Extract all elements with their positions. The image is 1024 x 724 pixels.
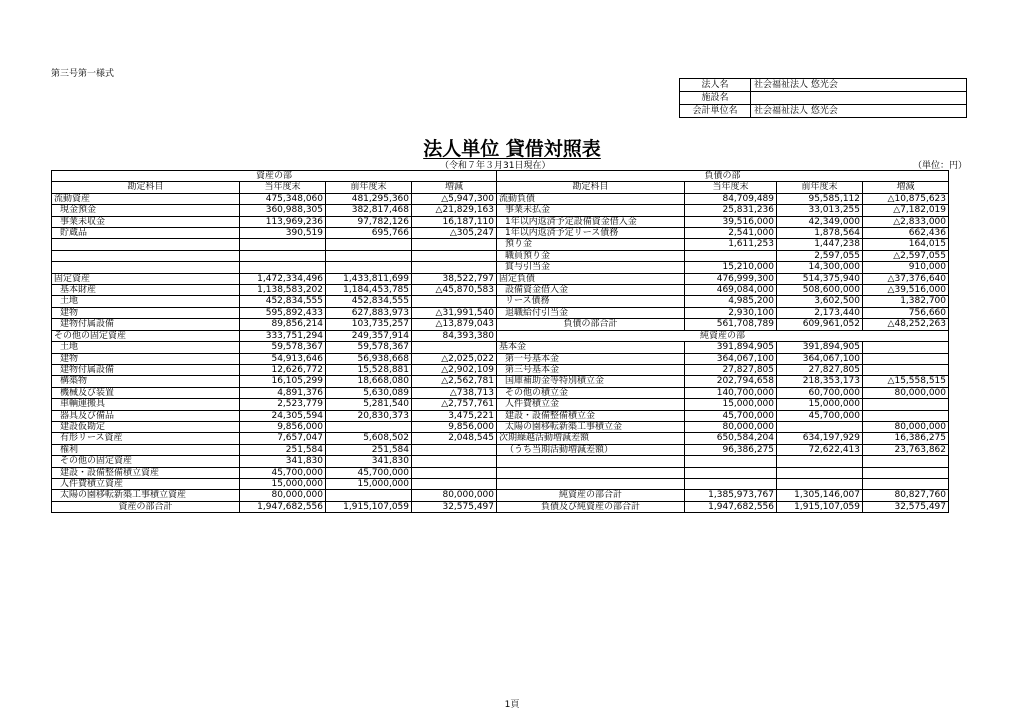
liability-current-value: 15,000,000 [685, 399, 777, 410]
table-row [52, 353, 949, 364]
asset-account-label: 現金預金 [52, 205, 240, 216]
asset-account-label: 車輌運搬具 [52, 399, 240, 410]
asset-change-value [412, 444, 497, 455]
table-row [52, 216, 949, 227]
asset-current-value: 390,519 [240, 228, 326, 239]
liability-change-value: △37,376,640 [863, 273, 949, 284]
asset-previous-value: 15,000,000 [326, 478, 412, 489]
col-header-change: 増減 [412, 182, 497, 193]
unit-label: （単位：円） [912, 161, 967, 171]
liability-change-value [863, 399, 949, 410]
asset-previous-value: 481,295,360 [326, 193, 412, 204]
table-row [52, 399, 949, 410]
liability-current-value: 391,894,905 [685, 342, 777, 353]
document-title [0, 134, 1024, 161]
liability-account-label: 第一号基本金 [497, 353, 685, 364]
liability-current-value: 39,516,000 [685, 216, 777, 227]
asset-change-value: △5,947,300 [412, 193, 497, 204]
asset-change-value: 84,393,380 [412, 330, 497, 341]
liability-account-label: 固定負債 [497, 273, 685, 284]
liability-previous-value: 72,622,413 [777, 444, 863, 455]
liability-previous-value: 1,447,238 [777, 239, 863, 250]
liability-account-label: 退職給付引当金 [497, 307, 685, 318]
table-row [52, 501, 949, 512]
asset-previous-value [326, 250, 412, 261]
asset-current-value: 341,830 [240, 456, 326, 467]
liability-previous-value: 1,878,564 [777, 228, 863, 239]
liability-account-label: 職員預り金 [497, 250, 685, 261]
table-row [52, 478, 949, 489]
liability-previous-value: 2,597,055 [777, 250, 863, 261]
asset-previous-value: 1,433,811,699 [326, 273, 412, 284]
liability-current-value: 140,700,000 [685, 387, 777, 398]
liability-change-value [863, 456, 949, 467]
asset-change-value: 2,048,545 [412, 433, 497, 444]
liability-change-value: 756,660 [863, 307, 949, 318]
liability-previous-value: 95,585,112 [777, 193, 863, 204]
asset-previous-value: 627,883,973 [326, 307, 412, 318]
liability-previous-value: 1,915,107,059 [777, 501, 863, 512]
asset-change-value: △2,757,761 [412, 399, 497, 410]
asset-change-value [412, 296, 497, 307]
asset-account-label [52, 250, 240, 261]
liability-account-label: 1年以内返済予定設備資金借入金 [497, 216, 685, 227]
asset-account-label: 資産の部合計 [52, 501, 240, 512]
asset-account-label: 事業未収金 [52, 216, 240, 227]
liability-change-value: 80,000,000 [863, 387, 949, 398]
liability-account-label: 預り金 [497, 239, 685, 250]
asset-previous-value [326, 490, 412, 501]
column-header-row [52, 182, 949, 193]
facility-name-value [751, 92, 967, 105]
corp-name-value: 社会福祉法人 悠光会 [751, 79, 967, 92]
liability-current-value: 2,930,100 [685, 307, 777, 318]
asset-change-value: 3,475,221 [412, 410, 497, 421]
col-header-current: 当年度末 [240, 182, 326, 193]
liability-account-label: 基本金 [497, 342, 685, 353]
asset-previous-value: 103,735,257 [326, 319, 412, 330]
liability-change-value: 662,436 [863, 228, 949, 239]
liability-account-label: 純資産の部合計 [497, 490, 685, 501]
liability-current-value: 364,067,100 [685, 353, 777, 364]
liability-current-value [685, 250, 777, 261]
col-header-previous: 前年度末 [777, 182, 863, 193]
liability-change-value: 1,382,700 [863, 296, 949, 307]
corp-row-name [680, 79, 967, 92]
balance-sheet-body [52, 193, 949, 512]
liability-account-label: 人件費積立金 [497, 399, 685, 410]
liability-change-value: △39,516,000 [863, 285, 949, 296]
asset-change-value: △2,562,781 [412, 376, 497, 387]
asset-account-label: 構築物 [52, 376, 240, 387]
liability-current-value [685, 478, 777, 489]
liability-account-label: 流動負債 [497, 193, 685, 204]
liability-current-value: 2,541,000 [685, 228, 777, 239]
liability-current-value [685, 456, 777, 467]
asset-previous-value: 249,357,914 [326, 330, 412, 341]
asset-previous-value: 341,830 [326, 456, 412, 467]
asset-current-value: 59,578,367 [240, 342, 326, 353]
liability-current-value: 4,985,200 [685, 296, 777, 307]
liability-change-value: 16,386,275 [863, 433, 949, 444]
asset-previous-value: 5,281,540 [326, 399, 412, 410]
liability-current-value: 45,700,000 [685, 410, 777, 421]
form-number: 第三号第一様式 [51, 69, 115, 79]
liability-current-value: 1,611,253 [685, 239, 777, 250]
table-row [52, 262, 949, 273]
asset-change-value [412, 478, 497, 489]
liability-account-label [497, 456, 685, 467]
corp-row-facility [680, 92, 967, 105]
asset-previous-value: 97,782,126 [326, 216, 412, 227]
table-row [52, 319, 949, 330]
liability-previous-value: 42,349,000 [777, 216, 863, 227]
asset-account-label: 貯蔵品 [52, 228, 240, 239]
liability-account-label [497, 467, 685, 478]
asset-account-label: 器具及び備品 [52, 410, 240, 421]
table-row [52, 250, 949, 261]
liability-previous-value [777, 467, 863, 478]
liability-change-value [863, 478, 949, 489]
liability-current-value: 202,794,658 [685, 376, 777, 387]
asset-change-value: △2,025,022 [412, 353, 497, 364]
asset-account-label: 有形リース資産 [52, 433, 240, 444]
liability-change-value: △10,875,623 [863, 193, 949, 204]
table-row [52, 364, 949, 375]
asset-current-value: 24,305,594 [240, 410, 326, 421]
table-row [52, 307, 949, 318]
corporation-info-table [679, 78, 967, 118]
liability-current-value: 561,708,789 [685, 319, 777, 330]
asset-previous-value: 5,630,089 [326, 387, 412, 398]
col-header-change: 増減 [863, 182, 949, 193]
liability-change-value: 32,575,497 [863, 501, 949, 512]
asset-previous-value: 1,184,453,785 [326, 285, 412, 296]
liability-account-label: リース債務 [497, 296, 685, 307]
page-number: 1頁 [504, 700, 520, 710]
liability-account-label: 負債及び純資産の部合計 [497, 501, 685, 512]
asset-current-value [240, 262, 326, 273]
asset-previous-value: 18,668,080 [326, 376, 412, 387]
asset-current-value: 113,969,236 [240, 216, 326, 227]
asset-account-label [52, 239, 240, 250]
asset-change-value: 80,000,000 [412, 490, 497, 501]
asset-account-label: 土地 [52, 342, 240, 353]
asset-account-label: 建物 [52, 307, 240, 318]
table-row [52, 239, 949, 250]
liability-previous-value [777, 421, 863, 432]
assets-section-header: 資産の部 [52, 171, 497, 182]
liability-change-value: △2,833,000 [863, 216, 949, 227]
asset-change-value: 16,187,110 [412, 216, 497, 227]
liability-previous-value: 27,827,805 [777, 364, 863, 375]
corp-row-unit [680, 105, 967, 118]
as-of-date: （令和７年３月31日現在） [440, 161, 551, 171]
asset-account-label: 太陽の園移転新築工事積立資産 [52, 490, 240, 501]
liability-account-label: （うち当期活動増減差額） [497, 444, 685, 455]
table-row [52, 342, 949, 353]
asset-current-value: 45,700,000 [240, 467, 326, 478]
asset-change-value: △45,870,583 [412, 285, 497, 296]
liability-previous-value: 33,013,255 [777, 205, 863, 216]
asset-account-label: 人件費積立資産 [52, 478, 240, 489]
col-header-current: 当年度末 [685, 182, 777, 193]
liability-previous-value: 45,700,000 [777, 410, 863, 421]
asset-previous-value [326, 239, 412, 250]
liability-change-value: 80,827,760 [863, 490, 949, 501]
liability-change-value [863, 410, 949, 421]
asset-current-value: 12,626,772 [240, 364, 326, 375]
asset-current-value: 80,000,000 [240, 490, 326, 501]
liability-account-label [497, 478, 685, 489]
liability-account-label: 第三号基本金 [497, 364, 685, 375]
table-row [52, 421, 949, 432]
asset-change-value [412, 239, 497, 250]
liability-previous-value: 2,173,440 [777, 307, 863, 318]
col-header-previous: 前年度末 [326, 182, 412, 193]
asset-current-value: 475,348,060 [240, 193, 326, 204]
liability-current-value: 650,584,204 [685, 433, 777, 444]
liability-previous-value: 60,700,000 [777, 387, 863, 398]
liability-previous-value: 3,602,500 [777, 296, 863, 307]
liability-account-label: 賞与引当金 [497, 262, 685, 273]
liability-change-value [863, 467, 949, 478]
liability-current-value: 476,999,300 [685, 273, 777, 284]
asset-current-value: 452,834,555 [240, 296, 326, 307]
asset-current-value [240, 250, 326, 261]
asset-previous-value: 452,834,555 [326, 296, 412, 307]
facility-name-label: 施設名 [680, 92, 751, 105]
asset-previous-value: 59,578,367 [326, 342, 412, 353]
asset-current-value: 7,657,047 [240, 433, 326, 444]
liability-previous-value: 609,961,052 [777, 319, 863, 330]
liability-current-value: 27,827,805 [685, 364, 777, 375]
liability-current-value: 25,831,236 [685, 205, 777, 216]
asset-account-label: 建物付属設備 [52, 364, 240, 375]
asset-account-label: 流動資産 [52, 193, 240, 204]
table-row [52, 330, 949, 341]
asset-change-value: 9,856,000 [412, 421, 497, 432]
asset-change-value [412, 250, 497, 261]
liability-account-label: 太陽の園移転新築工事積立金 [497, 421, 685, 432]
asset-change-value [412, 262, 497, 273]
col-header-account: 勘定科目 [497, 182, 685, 193]
table-row [52, 456, 949, 467]
table-row [52, 410, 949, 421]
asset-account-label: その他の固定資産 [52, 456, 240, 467]
liability-current-value: 84,709,489 [685, 193, 777, 204]
asset-account-label: 建設・設備整備積立資産 [52, 467, 240, 478]
asset-account-label: 固定資産 [52, 273, 240, 284]
liability-change-value: 910,000 [863, 262, 949, 273]
liabilities-section-header: 負債の部 [497, 171, 949, 182]
liability-account-label: 国庫補助金等特別積立金 [497, 376, 685, 387]
corp-name-label: 法人名 [680, 79, 751, 92]
asset-account-label: 基本財産 [52, 285, 240, 296]
liability-current-value: 96,386,275 [685, 444, 777, 455]
asset-current-value: 1,472,334,496 [240, 273, 326, 284]
asset-change-value: △2,902,109 [412, 364, 497, 375]
asset-current-value: 16,105,299 [240, 376, 326, 387]
liability-current-value: 15,210,000 [685, 262, 777, 273]
asset-account-label: 建物付属設備 [52, 319, 240, 330]
asset-change-value: △13,879,043 [412, 319, 497, 330]
asset-current-value: 2,523,779 [240, 399, 326, 410]
liability-change-value [863, 342, 949, 353]
col-header-account: 勘定科目 [52, 182, 240, 193]
asset-change-value: △31,991,540 [412, 307, 497, 318]
asset-account-label: 建設仮勘定 [52, 421, 240, 432]
liability-change-value [863, 364, 949, 375]
asset-previous-value [326, 262, 412, 273]
liability-previous-value [777, 456, 863, 467]
asset-current-value: 15,000,000 [240, 478, 326, 489]
liability-previous-value: 508,600,000 [777, 285, 863, 296]
asset-current-value: 9,856,000 [240, 421, 326, 432]
liability-account-label: 次期繰越活動増減差額 [497, 433, 685, 444]
table-row [52, 273, 949, 284]
liability-account-label: 事業未払金 [497, 205, 685, 216]
asset-change-value: 32,575,497 [412, 501, 497, 512]
accounting-unit-label: 会計単位名 [680, 105, 751, 118]
table-row [52, 285, 949, 296]
asset-current-value: 595,892,433 [240, 307, 326, 318]
liability-change-value: 80,000,000 [863, 421, 949, 432]
table-row [52, 444, 949, 455]
asset-previous-value: 382,817,468 [326, 205, 412, 216]
liability-account-label: 建設・設備整備積立金 [497, 410, 685, 421]
liability-previous-value: 634,197,929 [777, 433, 863, 444]
asset-change-value [412, 456, 497, 467]
liability-previous-value: 14,300,000 [777, 262, 863, 273]
table-row [52, 205, 949, 216]
table-row [52, 387, 949, 398]
asset-previous-value: 56,938,668 [326, 353, 412, 364]
asset-account-label: 土地 [52, 296, 240, 307]
asset-previous-value [326, 421, 412, 432]
net-assets-section-header: 純資産の部 [497, 330, 949, 341]
liability-previous-value: 218,353,173 [777, 376, 863, 387]
liability-current-value: 1,385,973,767 [685, 490, 777, 501]
asset-current-value: 54,913,646 [240, 353, 326, 364]
asset-current-value: 251,584 [240, 444, 326, 455]
table-row [52, 228, 949, 239]
table-row [52, 376, 949, 387]
liability-previous-value: 15,000,000 [777, 399, 863, 410]
asset-change-value: 38,522,797 [412, 273, 497, 284]
asset-account-label: 機械及び装置 [52, 387, 240, 398]
balance-sheet-table [51, 170, 949, 513]
liability-current-value: 469,084,000 [685, 285, 777, 296]
liability-previous-value: 514,375,940 [777, 273, 863, 284]
asset-current-value: 333,751,294 [240, 330, 326, 341]
document-title-text: 法人単位 貸借対照表 [423, 138, 601, 160]
asset-current-value: 89,856,214 [240, 319, 326, 330]
liability-current-value [685, 467, 777, 478]
liability-account-label: その他の積立金 [497, 387, 685, 398]
liability-current-value: 1,947,682,556 [685, 501, 777, 512]
table-row [52, 490, 949, 501]
asset-current-value: 360,988,305 [240, 205, 326, 216]
liability-change-value: 23,763,862 [863, 444, 949, 455]
asset-previous-value: 695,766 [326, 228, 412, 239]
accounting-unit-value: 社会福祉法人 悠光会 [751, 105, 967, 118]
asset-previous-value: 1,915,107,059 [326, 501, 412, 512]
section-header-row [52, 171, 949, 182]
asset-change-value: △305,247 [412, 228, 497, 239]
liability-previous-value: 391,894,905 [777, 342, 863, 353]
asset-current-value: 1,138,583,202 [240, 285, 326, 296]
table-row [52, 296, 949, 307]
liability-current-value: 80,000,000 [685, 421, 777, 432]
asset-account-label: 建物 [52, 353, 240, 364]
asset-change-value: △21,829,163 [412, 205, 497, 216]
asset-account-label: その他の固定資産 [52, 330, 240, 341]
liability-previous-value [777, 478, 863, 489]
table-row [52, 467, 949, 478]
asset-previous-value: 15,528,881 [326, 364, 412, 375]
asset-change-value: △738,713 [412, 387, 497, 398]
liability-account-label: 1年以内返済予定リース債務 [497, 228, 685, 239]
liability-previous-value: 364,067,100 [777, 353, 863, 364]
liability-change-value: △48,252,263 [863, 319, 949, 330]
asset-change-value [412, 467, 497, 478]
table-row [52, 433, 949, 444]
liability-previous-value: 1,305,146,007 [777, 490, 863, 501]
asset-account-label [52, 262, 240, 273]
liability-change-value: △2,597,055 [863, 250, 949, 261]
asset-previous-value: 20,830,373 [326, 410, 412, 421]
asset-account-label: 権利 [52, 444, 240, 455]
asset-current-value: 1,947,682,556 [240, 501, 326, 512]
liability-change-value: 164,015 [863, 239, 949, 250]
liability-account-label: 負債の部合計 [497, 319, 685, 330]
liability-account-label: 設備資金借入金 [497, 285, 685, 296]
asset-previous-value: 251,584 [326, 444, 412, 455]
asset-previous-value: 5,608,502 [326, 433, 412, 444]
liability-change-value: △15,558,515 [863, 376, 949, 387]
asset-change-value [412, 342, 497, 353]
liability-change-value [863, 353, 949, 364]
asset-current-value [240, 239, 326, 250]
table-row [52, 193, 949, 204]
asset-current-value: 4,891,376 [240, 387, 326, 398]
liability-change-value: △7,182,019 [863, 205, 949, 216]
asset-previous-value: 45,700,000 [326, 467, 412, 478]
